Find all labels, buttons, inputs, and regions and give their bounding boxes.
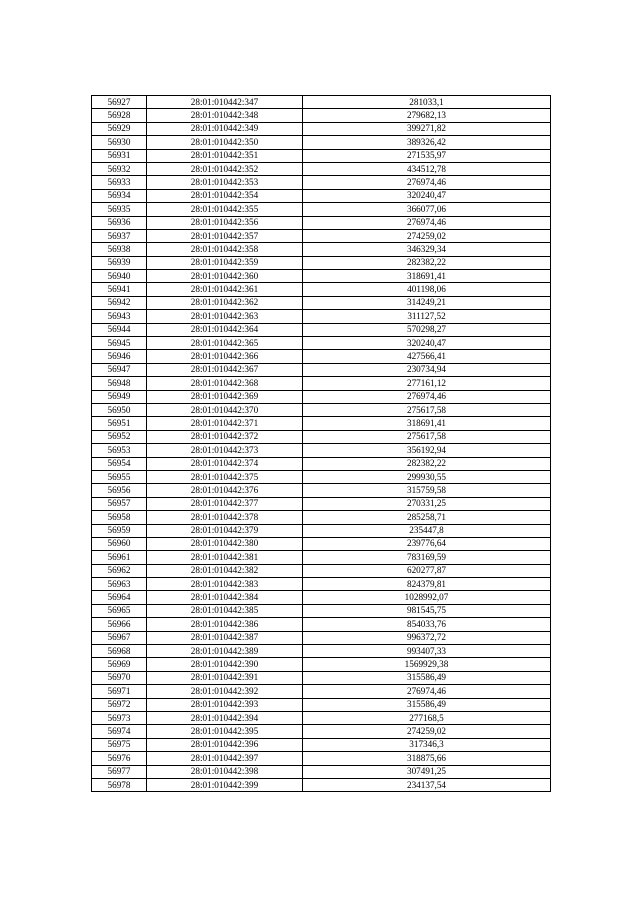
- cadastral-number-cell: 28:01:010442:367: [147, 363, 303, 376]
- cadastral-number-cell: 28:01:010442:381: [147, 551, 303, 564]
- table-row: [92, 685, 551, 698]
- cadastral-number-cell: 28:01:010442:353: [147, 176, 303, 189]
- cadastral-value-cell: 275617,58: [303, 430, 551, 443]
- cadastral-value-cell: 318691,41: [303, 417, 551, 430]
- row-number-cell: 56969: [92, 658, 147, 671]
- row-number-cell: 56935: [92, 203, 147, 216]
- table-row: [92, 337, 551, 350]
- table-row: [92, 203, 551, 216]
- cadastral-number-cell: 28:01:010442:349: [147, 122, 303, 135]
- table-row: [92, 229, 551, 242]
- row-number-cell: 56966: [92, 618, 147, 631]
- cadastral-number-cell: 28:01:010442:399: [147, 778, 303, 791]
- row-number-cell: 56958: [92, 511, 147, 524]
- cadastral-number-cell: 28:01:010442:375: [147, 470, 303, 483]
- cadastral-value-cell: 281033,1: [303, 96, 551, 109]
- cadastral-value-cell: 299930,55: [303, 470, 551, 483]
- cadastral-number-cell: 28:01:010442:385: [147, 604, 303, 617]
- cadastral-value-cell: 311127,52: [303, 310, 551, 323]
- row-number-cell: 56965: [92, 604, 147, 617]
- table-row: [92, 551, 551, 564]
- cadastral-number-cell: 28:01:010442:384: [147, 591, 303, 604]
- cadastral-value-cell: 271535,97: [303, 149, 551, 162]
- row-number-cell: 56937: [92, 229, 147, 242]
- table-row: [92, 604, 551, 617]
- cadastral-value-cell: 274259,02: [303, 725, 551, 738]
- cadastral-number-cell: 28:01:010442:359: [147, 256, 303, 269]
- cadastral-value-cell: 434512,78: [303, 162, 551, 175]
- row-number-cell: 56956: [92, 484, 147, 497]
- cadastral-number-cell: 28:01:010442:397: [147, 752, 303, 765]
- row-number-cell: 56972: [92, 698, 147, 711]
- table-row: [92, 189, 551, 202]
- row-number-cell: 56946: [92, 350, 147, 363]
- cadastral-value-cell: 276974,46: [303, 390, 551, 403]
- cadastral-number-cell: 28:01:010442:392: [147, 685, 303, 698]
- row-number-cell: 56931: [92, 149, 147, 162]
- table-row: [92, 511, 551, 524]
- row-number-cell: 56952: [92, 430, 147, 443]
- cadastral-number-cell: 28:01:010442:376: [147, 484, 303, 497]
- row-number-cell: 56930: [92, 136, 147, 149]
- cadastral-value-cell: 318691,41: [303, 270, 551, 283]
- cadastral-value-cell: 314249,21: [303, 296, 551, 309]
- table-row: [92, 618, 551, 631]
- row-number-cell: 56955: [92, 470, 147, 483]
- row-number-cell: 56977: [92, 765, 147, 778]
- cadastral-value-cell: 854033,76: [303, 618, 551, 631]
- cadastral-number-cell: 28:01:010442:362: [147, 296, 303, 309]
- table-row: [92, 350, 551, 363]
- cadastral-number-cell: 28:01:010442:394: [147, 711, 303, 724]
- cadastral-value-cell: 275617,58: [303, 403, 551, 416]
- table-row: [92, 484, 551, 497]
- cadastral-value-cell: 285258,71: [303, 511, 551, 524]
- row-number-cell: 56940: [92, 270, 147, 283]
- row-number-cell: 56959: [92, 524, 147, 537]
- cadastral-value-cell: 399271,82: [303, 122, 551, 135]
- cadastral-value-cell: 783169,59: [303, 551, 551, 564]
- table-row: [92, 457, 551, 470]
- row-number-cell: 56947: [92, 363, 147, 376]
- table-row: [92, 323, 551, 336]
- cadastral-value-cell: 401198,06: [303, 283, 551, 296]
- table-row: [92, 430, 551, 443]
- table-row: [92, 497, 551, 510]
- row-number-cell: 56949: [92, 390, 147, 403]
- row-number-cell: 56928: [92, 109, 147, 122]
- cadastral-value-cell: 620277,87: [303, 564, 551, 577]
- table-row: [92, 645, 551, 658]
- cadastral-number-cell: 28:01:010442:374: [147, 457, 303, 470]
- cadastral-value-cell: 270331,25: [303, 497, 551, 510]
- cadastral-value-cell: 315759,58: [303, 484, 551, 497]
- cadastral-number-cell: 28:01:010442:377: [147, 497, 303, 510]
- cadastral-number-cell: 28:01:010442:386: [147, 618, 303, 631]
- table-row: [92, 631, 551, 644]
- cadastral-value-cell: 389326,42: [303, 136, 551, 149]
- table-row: [92, 216, 551, 229]
- row-number-cell: 56932: [92, 162, 147, 175]
- cadastral-number-cell: 28:01:010442:365: [147, 337, 303, 350]
- cadastral-number-cell: 28:01:010442:396: [147, 738, 303, 751]
- cadastral-value-cell: 356192,94: [303, 444, 551, 457]
- row-number-cell: 56943: [92, 310, 147, 323]
- cadastral-value-cell: 279682,13: [303, 109, 551, 122]
- row-number-cell: 56976: [92, 752, 147, 765]
- row-number-cell: 56948: [92, 377, 147, 390]
- table-row: [92, 109, 551, 122]
- row-number-cell: 56933: [92, 176, 147, 189]
- cadastral-value-cell: 318875,66: [303, 752, 551, 765]
- cadastral-number-cell: 28:01:010442:348: [147, 109, 303, 122]
- cadastral-value-cell: 320240,47: [303, 189, 551, 202]
- row-number-cell: 56936: [92, 216, 147, 229]
- cadastral-value-cell: 307491,25: [303, 765, 551, 778]
- cadastral-value-cell: 234137,54: [303, 778, 551, 791]
- cadastral-value-cell: 230734,94: [303, 363, 551, 376]
- table-row: [92, 390, 551, 403]
- table-row: [92, 296, 551, 309]
- cadastral-number-cell: 28:01:010442:350: [147, 136, 303, 149]
- cadastral-number-cell: 28:01:010442:360: [147, 270, 303, 283]
- row-number-cell: 56957: [92, 497, 147, 510]
- cadastral-value-cell: 276974,46: [303, 685, 551, 698]
- table-row: [92, 270, 551, 283]
- row-number-cell: 56945: [92, 337, 147, 350]
- row-number-cell: 56944: [92, 323, 147, 336]
- cadastral-number-cell: 28:01:010442:387: [147, 631, 303, 644]
- cadastral-value-cell: 235447,8: [303, 524, 551, 537]
- cadastral-number-cell: 28:01:010442:366: [147, 350, 303, 363]
- table-row: [92, 658, 551, 671]
- row-number-cell: 56974: [92, 725, 147, 738]
- row-number-cell: 56975: [92, 738, 147, 751]
- table-row: [92, 149, 551, 162]
- row-number-cell: 56942: [92, 296, 147, 309]
- table-row: [92, 578, 551, 591]
- row-number-cell: 56938: [92, 243, 147, 256]
- cadastral-number-cell: 28:01:010442:361: [147, 283, 303, 296]
- cadastral-number-cell: 28:01:010442:358: [147, 243, 303, 256]
- cadastral-value-cell: 277168,5: [303, 711, 551, 724]
- table-row: [92, 671, 551, 684]
- table-row: [92, 698, 551, 711]
- cadastral-number-cell: 28:01:010442:373: [147, 444, 303, 457]
- row-number-cell: 56968: [92, 645, 147, 658]
- cadastral-value-cell: 274259,02: [303, 229, 551, 242]
- cadastral-value-cell: 366077,06: [303, 203, 551, 216]
- cadastral-value-cell: 315586,49: [303, 671, 551, 684]
- cadastral-number-cell: 28:01:010442:351: [147, 149, 303, 162]
- table-row: [92, 162, 551, 175]
- row-number-cell: 56953: [92, 444, 147, 457]
- cadastral-number-cell: 28:01:010442:372: [147, 430, 303, 443]
- row-number-cell: 56954: [92, 457, 147, 470]
- table-row: [92, 136, 551, 149]
- table-row: [92, 778, 551, 791]
- row-number-cell: 56929: [92, 122, 147, 135]
- cadastral-number-cell: 28:01:010442:354: [147, 189, 303, 202]
- cadastral-number-cell: 28:01:010442:355: [147, 203, 303, 216]
- row-number-cell: 56960: [92, 537, 147, 550]
- table-row: [92, 122, 551, 135]
- table-row: [92, 591, 551, 604]
- cadastral-number-cell: 28:01:010442:393: [147, 698, 303, 711]
- row-number-cell: 56973: [92, 711, 147, 724]
- table-row: [92, 738, 551, 751]
- row-number-cell: 56950: [92, 403, 147, 416]
- row-number-cell: 56962: [92, 564, 147, 577]
- row-number-cell: 56941: [92, 283, 147, 296]
- cadastral-value-cell: 282382,22: [303, 457, 551, 470]
- cadastral-number-cell: 28:01:010442:356: [147, 216, 303, 229]
- cadastral-number-cell: 28:01:010442:383: [147, 578, 303, 591]
- row-number-cell: 56934: [92, 189, 147, 202]
- row-number-cell: 56961: [92, 551, 147, 564]
- cadastral-number-cell: 28:01:010442:391: [147, 671, 303, 684]
- cadastral-value-cell: 315586,49: [303, 698, 551, 711]
- cadastral-number-cell: 28:01:010442:369: [147, 390, 303, 403]
- table-row: [92, 377, 551, 390]
- cadastral-value-cell: 276974,46: [303, 216, 551, 229]
- cadastral-value-cell: 824379,81: [303, 578, 551, 591]
- cadastral-number-cell: 28:01:010442:371: [147, 417, 303, 430]
- table-row: [92, 403, 551, 416]
- row-number-cell: 56939: [92, 256, 147, 269]
- cadastral-value-cell: 282382,22: [303, 256, 551, 269]
- table-row: [92, 711, 551, 724]
- table-row: [92, 96, 551, 109]
- row-number-cell: 56967: [92, 631, 147, 644]
- table-row: [92, 524, 551, 537]
- cadastral-number-cell: 28:01:010442:364: [147, 323, 303, 336]
- row-number-cell: 56927: [92, 96, 147, 109]
- table-row: [92, 176, 551, 189]
- cadastral-value-cell: 317346,3: [303, 738, 551, 751]
- cadastral-value-cell: 570298,27: [303, 323, 551, 336]
- cadastral-value-cell: 320240,47: [303, 337, 551, 350]
- row-number-cell: 56978: [92, 778, 147, 791]
- cadastral-value-cell: 993407,33: [303, 645, 551, 658]
- cadastral-number-cell: 28:01:010442:347: [147, 96, 303, 109]
- cadastral-value-cell: 277161,12: [303, 377, 551, 390]
- table-row: [92, 725, 551, 738]
- cadastral-value-cell: 1569929,38: [303, 658, 551, 671]
- cadastral-number-cell: 28:01:010442:382: [147, 564, 303, 577]
- cadastral-number-cell: 28:01:010442:368: [147, 377, 303, 390]
- table-row: [92, 765, 551, 778]
- table-row: [92, 470, 551, 483]
- table-row: [92, 256, 551, 269]
- table-row: [92, 363, 551, 376]
- cadastral-number-cell: 28:01:010442:357: [147, 229, 303, 242]
- cadastral-value-cell: 427566,41: [303, 350, 551, 363]
- table-row: [92, 243, 551, 256]
- row-number-cell: 56971: [92, 685, 147, 698]
- row-number-cell: 56970: [92, 671, 147, 684]
- table-row: [92, 537, 551, 550]
- table-row: [92, 417, 551, 430]
- row-number-cell: 56951: [92, 417, 147, 430]
- cadastral-number-cell: 28:01:010442:380: [147, 537, 303, 550]
- row-number-cell: 56963: [92, 578, 147, 591]
- cadastral-value-cell: 239776,64: [303, 537, 551, 550]
- cadastral-number-cell: 28:01:010442:378: [147, 511, 303, 524]
- cadastral-value-cell: 1028992,07: [303, 591, 551, 604]
- cadastral-value-table: [91, 95, 551, 792]
- cadastral-number-cell: 28:01:010442:390: [147, 658, 303, 671]
- table-row: [92, 310, 551, 323]
- cadastral-number-cell: 28:01:010442:363: [147, 310, 303, 323]
- cadastral-number-cell: 28:01:010442:379: [147, 524, 303, 537]
- cadastral-number-cell: 28:01:010442:398: [147, 765, 303, 778]
- cadastral-number-cell: 28:01:010442:389: [147, 645, 303, 658]
- cadastral-value-cell: 346329,34: [303, 243, 551, 256]
- cadastral-value-cell: 276974,46: [303, 176, 551, 189]
- table-row: [92, 752, 551, 765]
- table-body: [92, 96, 551, 792]
- table-row: [92, 444, 551, 457]
- table-row: [92, 283, 551, 296]
- cadastral-value-cell: 996372,72: [303, 631, 551, 644]
- cadastral-number-cell: 28:01:010442:370: [147, 403, 303, 416]
- cadastral-number-cell: 28:01:010442:352: [147, 162, 303, 175]
- table-row: [92, 564, 551, 577]
- cadastral-value-cell: 981545,75: [303, 604, 551, 617]
- row-number-cell: 56964: [92, 591, 147, 604]
- cadastral-number-cell: 28:01:010442:395: [147, 725, 303, 738]
